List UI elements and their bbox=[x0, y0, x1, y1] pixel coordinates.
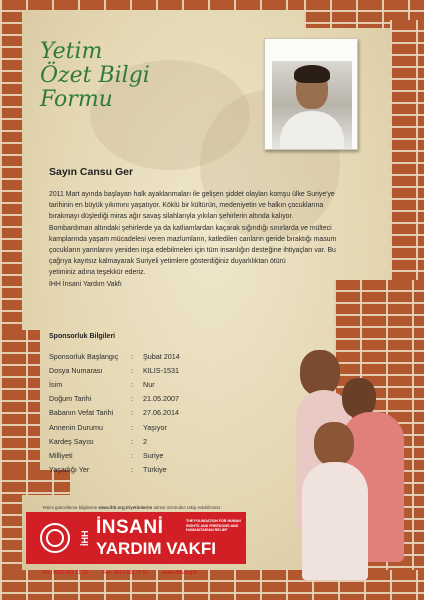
logo-line2: YARDIM VAKFI bbox=[96, 539, 216, 558]
info-label: Dosya Numarası bbox=[49, 365, 103, 375]
letter-line: kamplarında yaşam mücadelesi veren mazlumların, katledilen canların geride bıraktığı masum bbox=[49, 235, 337, 243]
info-row bbox=[49, 406, 180, 420]
letter-line: bırakmayı düşlediği miras ağır savaş silahlarıyla yıkılan şehirlerin altında kalıyor. bbox=[49, 213, 294, 221]
info-value: Yaşıyor bbox=[143, 422, 167, 432]
orphan-photo-frame bbox=[264, 38, 358, 150]
info-separator: : bbox=[131, 408, 133, 418]
children-photo bbox=[296, 340, 424, 580]
info-row bbox=[49, 349, 180, 363]
info-value: KILIS-1531 bbox=[143, 365, 179, 375]
ihh-logo-band bbox=[26, 512, 246, 564]
form-title-line: Yetim bbox=[40, 39, 103, 64]
sponsorship-section-title: Sponsorluk Bilgileri bbox=[49, 333, 116, 340]
form-title-line: Özet Bilgi bbox=[40, 63, 150, 88]
info-label: Sponsorluk Başlangıç bbox=[49, 351, 119, 361]
info-label: Kardeş Sayısı bbox=[49, 436, 94, 446]
info-value: 21.05.2007 bbox=[143, 394, 179, 404]
contact-fax: Fax: 0212 621 70 51 bbox=[102, 570, 149, 576]
info-separator: : bbox=[131, 422, 133, 432]
brick-border-left-lower bbox=[0, 330, 40, 480]
info-row bbox=[49, 420, 180, 434]
info-separator: : bbox=[131, 465, 133, 475]
info-row bbox=[49, 377, 180, 391]
child-figure bbox=[314, 422, 354, 466]
info-value: Suriye bbox=[143, 450, 164, 460]
info-label: Yaşadığı Yer bbox=[49, 465, 90, 475]
info-separator: : bbox=[131, 394, 133, 404]
info-separator: : bbox=[131, 351, 133, 361]
website-note bbox=[42, 505, 222, 510]
letter-body bbox=[49, 189, 385, 290]
child-figure bbox=[302, 462, 368, 580]
sponsorship-info-table bbox=[49, 349, 180, 477]
letter-line: Bombardıman altındaki şehirlerde ya da katliamlardan kaçarak sığındığı sınırlarda ve mülteci bbox=[49, 224, 332, 232]
info-value: Şubat 2014 bbox=[143, 351, 180, 361]
info-value: Türkiye bbox=[143, 465, 167, 475]
letter-line: tarihinin en büyük yıkımını yaşatıyor. Köklü bir kültürün, medeniyetin ve halkın çocuklarına bbox=[49, 202, 324, 210]
letter-line: yetiminiz adına teşekkür ederiz. bbox=[49, 269, 146, 277]
info-separator: : bbox=[131, 436, 133, 446]
form-title-line: Formu bbox=[40, 87, 113, 112]
orphan-photo bbox=[272, 61, 352, 149]
info-label: Annenin Durumu bbox=[49, 422, 103, 432]
info-value: Nur bbox=[143, 379, 155, 389]
brick-border-left bbox=[0, 0, 22, 600]
info-value: 2 bbox=[143, 436, 147, 446]
info-label: Milliyeti bbox=[49, 450, 73, 460]
ihh-emblem-icon bbox=[40, 523, 70, 553]
website-link[interactable]: www.ihh.org.tr/yetimlerim bbox=[98, 505, 153, 510]
logo-line1: İNSANİ bbox=[96, 517, 164, 538]
info-separator: : bbox=[131, 450, 133, 460]
letter-line: 2011 Mart ayında başlayan halk ayaklanmaları ile gelişen şiddet olayları komşu ülke Suriye'ye bbox=[49, 191, 335, 198]
letter-signature: İHH İnsani Yardım Vakfı bbox=[49, 280, 122, 288]
contact-bar bbox=[42, 570, 197, 576]
contact-tel: Tel.: 0212 631 21 21 bbox=[42, 570, 89, 576]
child-figure bbox=[300, 350, 340, 396]
website-note-prefix: Yetimi güncelleme bilgilerine bbox=[42, 505, 99, 510]
website-note-suffix: adresi üzerinden takip edebilirsiniz. bbox=[152, 505, 222, 510]
form-title bbox=[40, 40, 150, 112]
info-row bbox=[49, 463, 180, 477]
info-row bbox=[49, 448, 180, 462]
contact-web[interactable]: www.ihh.org.tr bbox=[162, 570, 198, 576]
logo-english-text: THE FOUNDATION FOR HUMAN RIGHTS AND FREEDOMS AND HUMANITARIAN RELIEF bbox=[186, 519, 241, 533]
info-label: Babanın Vefat Tarihi bbox=[49, 408, 114, 418]
info-row bbox=[49, 434, 180, 448]
logo-ihh-text: İHH bbox=[80, 530, 90, 546]
info-separator: : bbox=[131, 365, 133, 375]
letter-line: çocukların yarınlarını yeniden inşa edebilmeleri için tüm insanlığın desteğine ihtiyaçları var. Bu bbox=[49, 247, 336, 255]
letter-line: çağrıya kayıtsız kalmayarak Suriyeli yetimlere gösterdiğiniz duyarlılıktan ötürü bbox=[49, 258, 286, 266]
info-label: İsim bbox=[49, 379, 63, 389]
info-separator: : bbox=[131, 379, 133, 389]
info-row bbox=[49, 363, 180, 377]
info-label: Doğum Tarihi bbox=[49, 394, 92, 404]
greeting: Sayın Cansu Ger bbox=[49, 166, 134, 178]
info-value: 27.06.2014 bbox=[143, 408, 179, 418]
info-row bbox=[49, 392, 180, 406]
